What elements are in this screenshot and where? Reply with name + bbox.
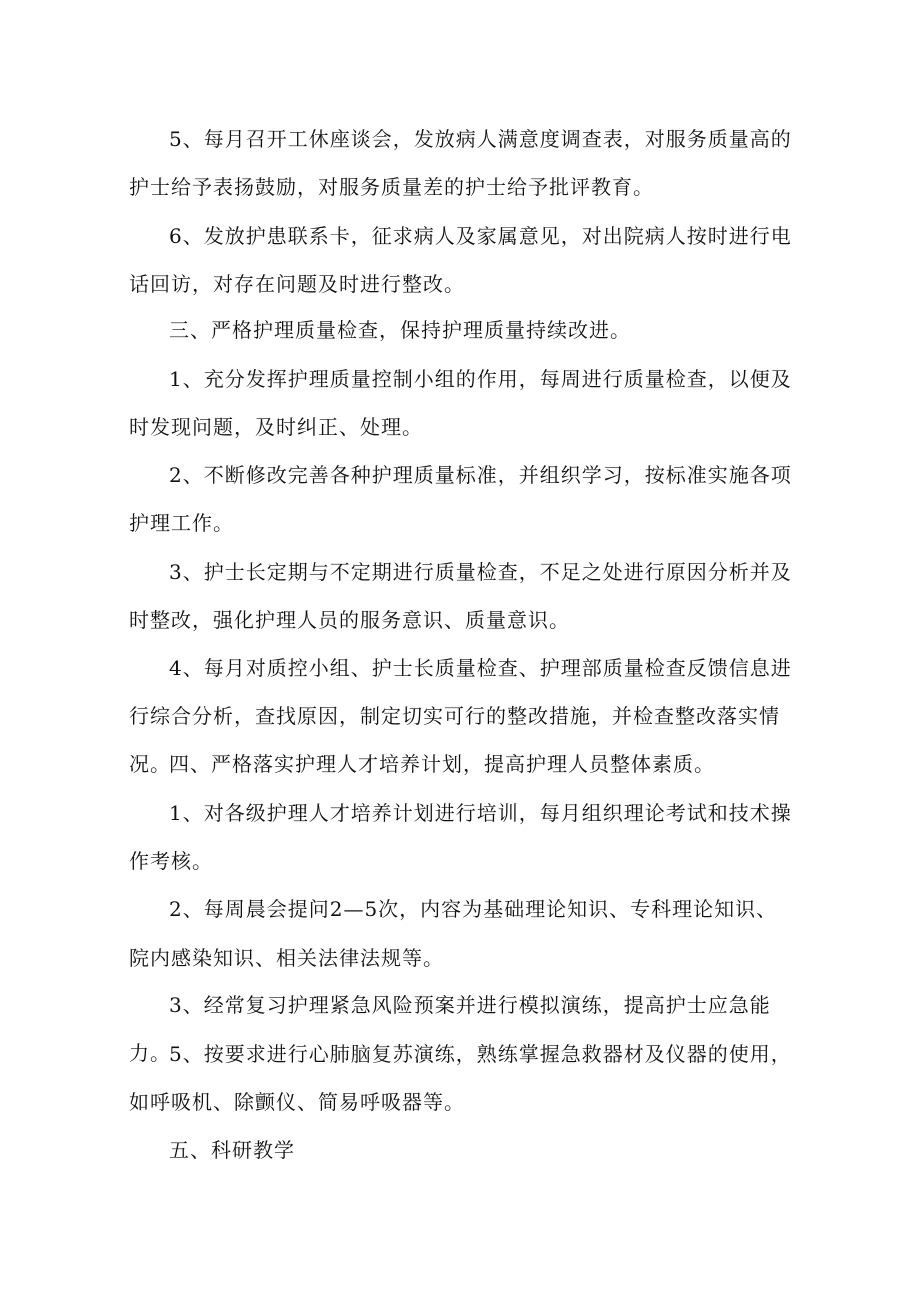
- paragraph-4: 2、不断修改完善各种护理质量标准，并组织学习，按标准实施各项护理工作。: [129, 463, 792, 535]
- section-heading-4: 四、严格落实护理人才培养计划，提高护理人员整体素质。: [169, 752, 715, 776]
- paragraph-6: 4、每月对质控小组、护士长质量检查、护理部质量检查反馈信息进行综合分析，查找原因，制定切实可行的整改措施，并检查整改落实情况。: [129, 656, 792, 776]
- paragraph-3: 1、充分发挥护理质量控制小组的作用，每周进行质量检查，以便及时发现问题，及时纠正、处理。: [129, 367, 792, 439]
- paragraph-8: 2、每周晨会提问2—5次，内容为基础理论知识、专科理论知识、: [169, 897, 778, 921]
- paragraph-5: 3、护士长定期与不定期进行质量检查，不足之处进行原因分析并及时整改，强化护理人员的服务意识、质量意识。: [129, 560, 792, 632]
- section-heading-5: 五、科研教学: [169, 1138, 295, 1162]
- paragraph-7: 1、对各级护理人才培养计划进行培训，每月组织理论考试和技术操作考核。: [129, 801, 792, 873]
- section-heading-3: 三、严格护理质量检查，保持护理质量持续改进。: [169, 318, 631, 342]
- paragraph-9: 3、经常复习护理紧急风险预案并进行模拟演练，提高护士应急能力。: [129, 993, 771, 1065]
- paragraph-1: 5、每月召开工休座谈会，发放病人满意度调查表，对服务质量高的护士给予表扬鼓励，对服务质量差的护士给予批评教育。: [129, 127, 792, 199]
- paragraph-10: 5、按要求进行心肺脑复苏演练，熟练掌握急救器材及仪器的使用，如呼吸机、除颤仪、简易呼吸器等。: [129, 1042, 792, 1114]
- paragraph-8-continued: 院内感染知识、相关法律法规等。: [129, 946, 444, 970]
- paragraph-2: 6、发放护患联系卡，征求病人及家属意见，对出院病人按时进行电话回访，对存在问题及时进行整改。: [129, 224, 792, 296]
